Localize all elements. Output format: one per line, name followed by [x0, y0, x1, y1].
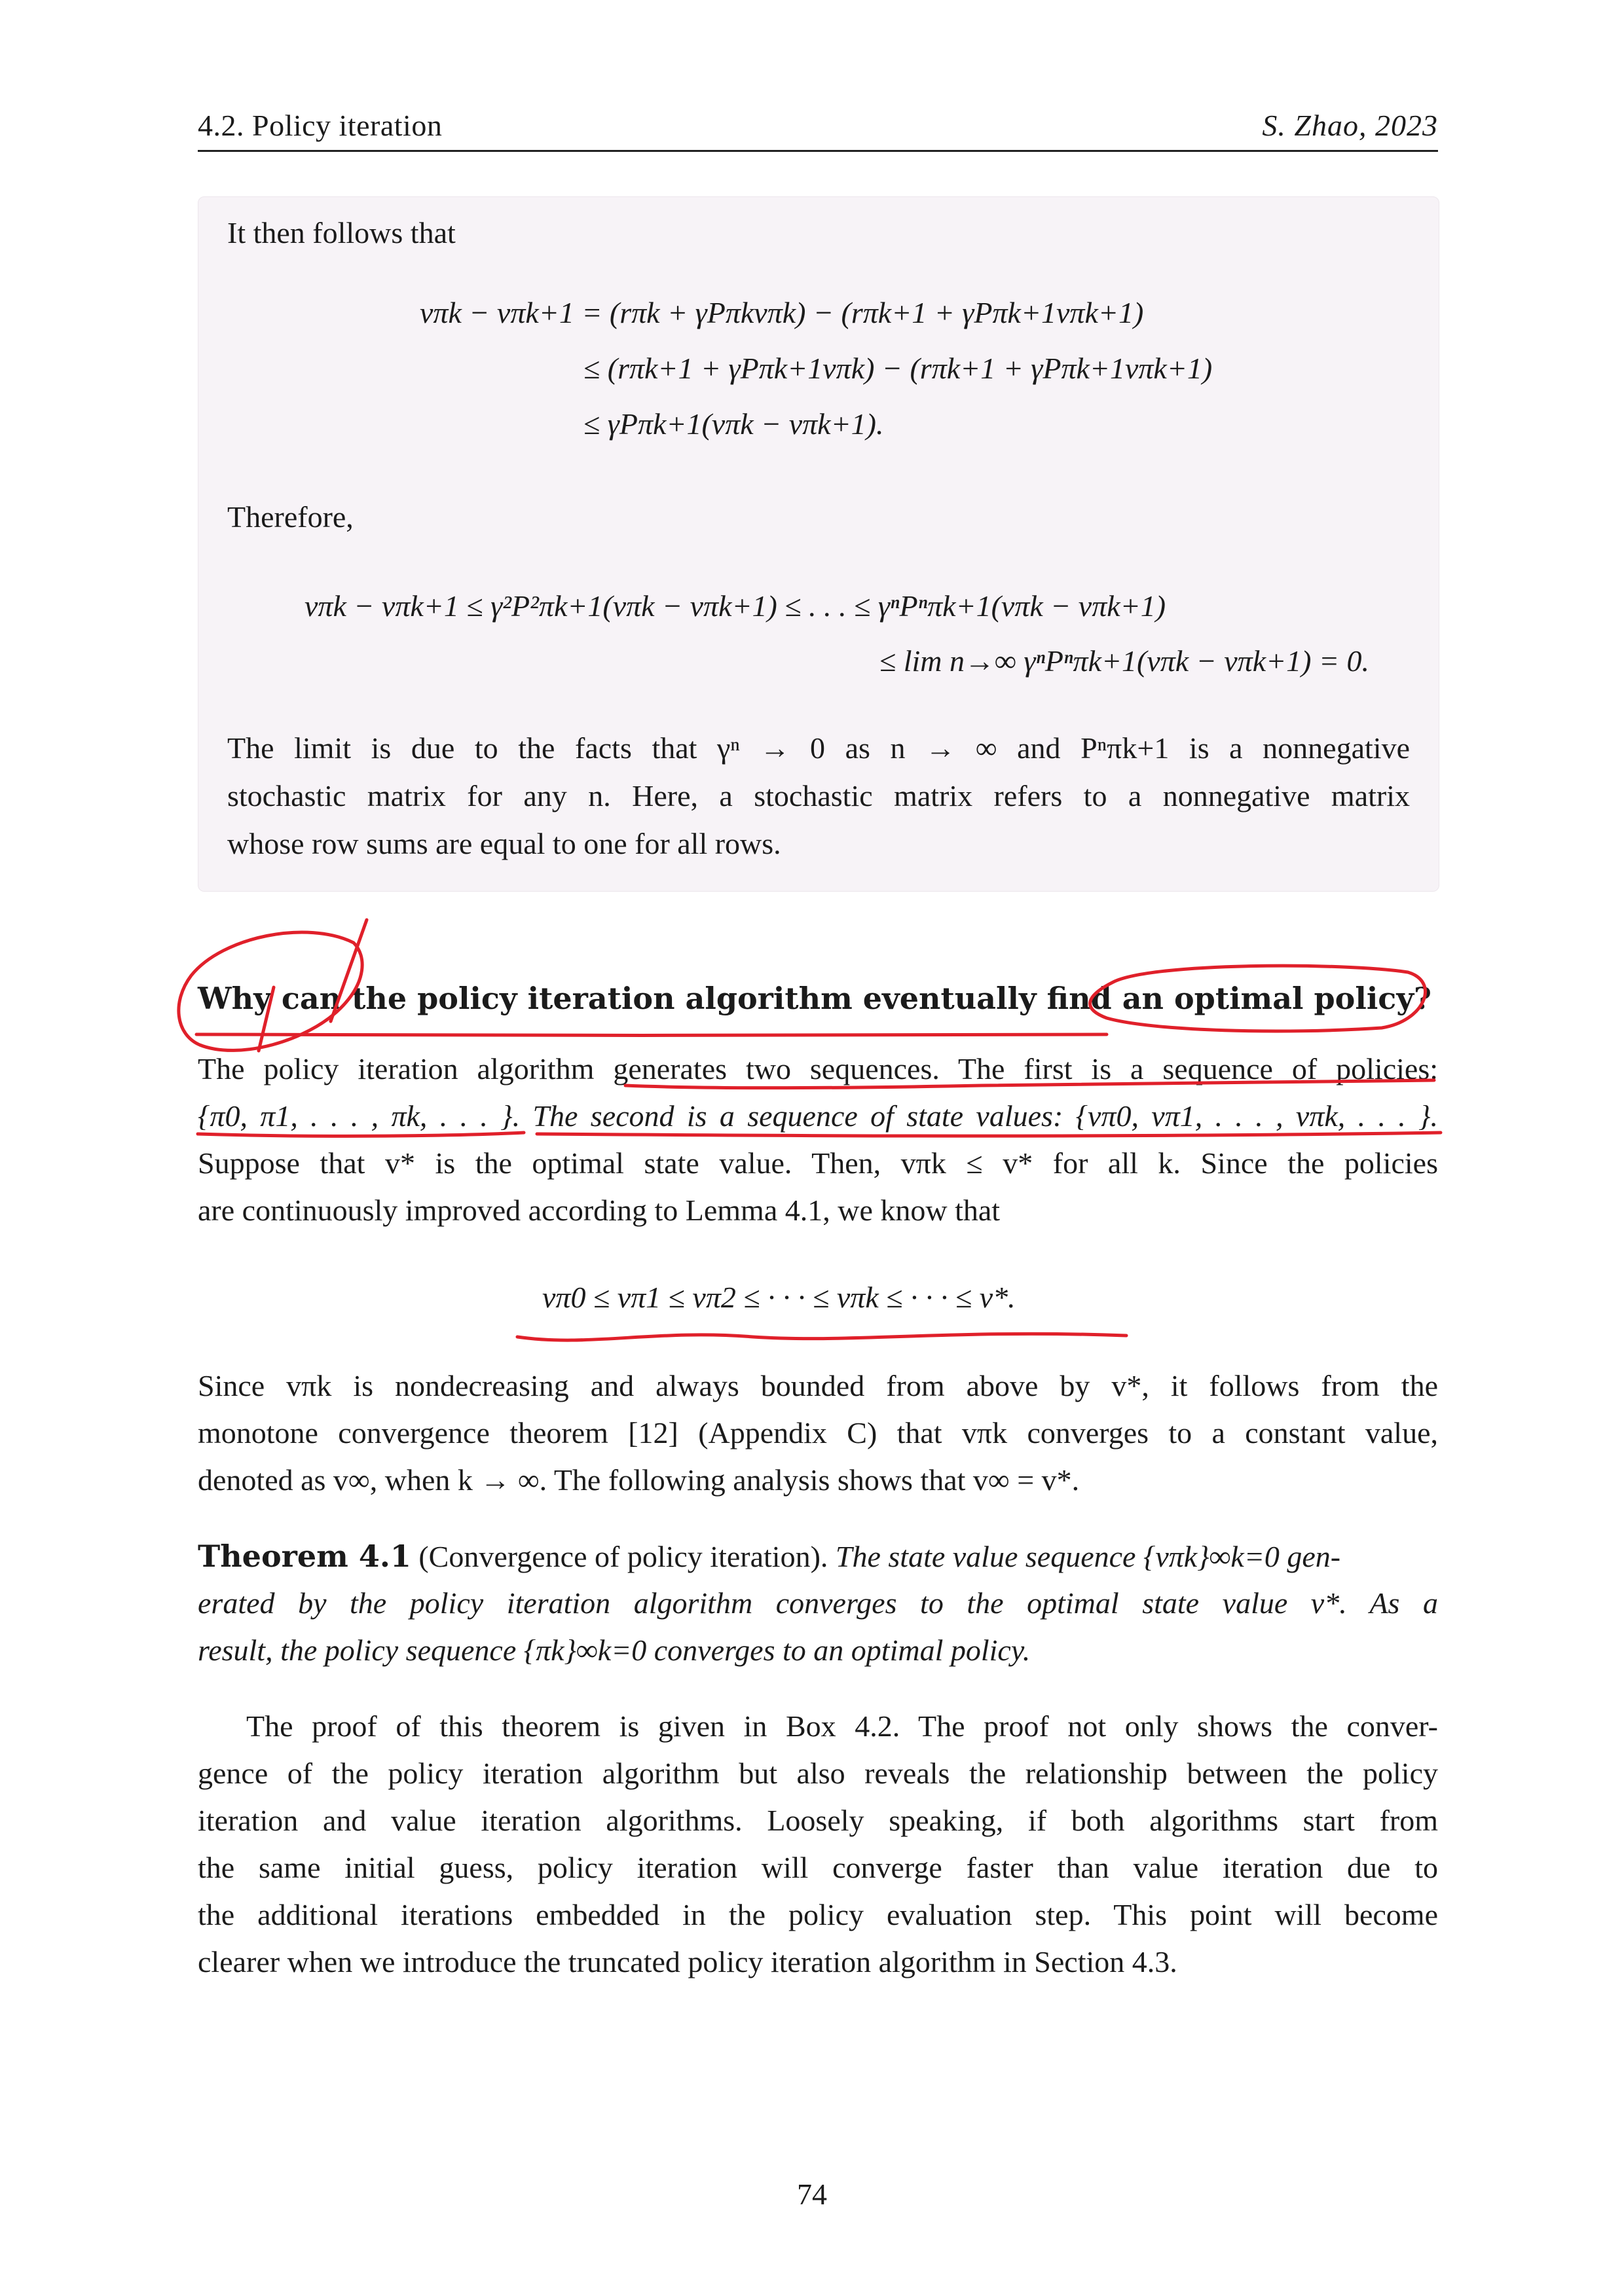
- eq1-line2-text: ≤ (rπk+1 + γPπk+1vπk) − (rπk+1 + γPπk+1vπk+1): [583, 352, 1213, 385]
- box-limit-line1: [227, 731, 1410, 765]
- section-title: 4.2. Policy iteration: [198, 109, 443, 142]
- eq1-line3-text: ≤ γPπk+1(vπk − vπk+1).: [583, 407, 884, 441]
- eq1-line2: [583, 351, 1212, 386]
- proof-para-line5-text: the additional iterations embedded in the policy evaluation step. This point will become: [198, 1898, 1438, 1931]
- box-limit-line2: [227, 778, 1410, 813]
- eq1-line3: [583, 407, 883, 441]
- proof-para-line3: [198, 1803, 1438, 1838]
- theorem-label: Theorem 4.1: [198, 1539, 411, 1574]
- proof-para-line2: [198, 1756, 1438, 1791]
- theorem-text-1: The state value sequence {vπk}∞k=0 gen-: [835, 1540, 1341, 1573]
- box-therefore: Therefore,: [227, 500, 354, 534]
- q-para2-line3: denoted as v∞, when k → ∞. The following analysis shows that v∞ = v*.: [198, 1463, 1080, 1497]
- theorem-line2: [198, 1586, 1438, 1620]
- question-heading: Why can the policy iteration algorithm eventually find an optimal policy?: [198, 981, 1432, 1016]
- box-limit-line1-text: The limit is due to the facts that γⁿ → 0 as n → ∞ and Pⁿπk+1 is a nonnegative: [227, 731, 1410, 765]
- proof-para-line6: clearer when we introduce the truncated policy iteration algorithm in Section 4.3.: [198, 1945, 1177, 1978]
- q-para1-line3-text: Suppose that v* is the optimal state value. Then, vπk ≤ v* for all k. Since the policies: [198, 1146, 1438, 1180]
- eq2-line1: vπk − vπk+1 ≤ γ²P²πk+1(vπk − vπk+1) ≤ . . . ≤ γⁿPⁿπk+1(vπk − vπk+1): [304, 589, 1166, 623]
- proof-para-line5: [198, 1897, 1438, 1932]
- eq2-line2: ≤ lim n→∞ γⁿPⁿπk+1(vπk − vπk+1) = 0.: [879, 644, 1370, 678]
- q-para2-line2: [198, 1415, 1438, 1450]
- proof-para-line2-text: gence of the policy iteration algorithm but also reveals the relationship between the policy: [198, 1757, 1438, 1790]
- running-header: [198, 108, 1438, 152]
- proof-para-line4: [198, 1850, 1438, 1885]
- proof-para-line1-text: The proof of this theorem is given in Box 4.2. The proof not only shows the conver-: [246, 1709, 1438, 1743]
- q-para1-line1: [198, 1051, 1438, 1086]
- author-year: S. Zhao, 2023: [1262, 109, 1438, 142]
- proof-box: [198, 196, 1439, 892]
- proof-para-line4-text: the same initial guess, policy iteration will converge faster than value iteration due to: [198, 1851, 1438, 1884]
- q-para2-line1: [198, 1368, 1438, 1403]
- page-number: 74: [797, 2178, 827, 2211]
- q-para1-line2-text: {π0, π1, . . . , πk, . . . }. The second is a sequence of state values: {vπ0, vπ1, . . . , vπk, . . . }.: [198, 1099, 1438, 1133]
- theorem-text-3: result, the policy sequence {πk}∞k=0 converges to an optimal policy.: [198, 1633, 1031, 1667]
- q-para2-line1-text: Since vπk is nondecreasing and always bounded from above by v*, it follows from the: [198, 1369, 1438, 1402]
- q-para1-line2: [198, 1099, 1438, 1133]
- q-para1-line3: [198, 1146, 1438, 1180]
- theorem-text-2: erated by the policy iteration algorithm converges to the optimal state value v*. As a: [198, 1586, 1438, 1620]
- box-limit-line2-text: stochastic matrix for any n. Here, a stochastic matrix refers to a nonnegative matrix: [227, 779, 1410, 812]
- q-para1-line1-text: The policy iteration algorithm generates two sequences. The first is a sequence of policies:: [198, 1052, 1438, 1085]
- box-intro: It then follows that: [227, 216, 456, 249]
- proof-para-line1: [246, 1709, 1438, 1743]
- eq1-line1-text: vπk − vπk+1 = (rπk + γPπkvπk) − (rπk+1 + γPπk+1vπk+1): [420, 296, 1144, 329]
- eq1-line1: [420, 295, 1143, 330]
- q-para1-line4: are continuously improved according to Lemma 4.1, we know that: [198, 1194, 1001, 1227]
- box-limit-line3: whose row sums are equal to one for all rows.: [227, 827, 781, 860]
- theorem-title: (Convergence of policy iteration).: [418, 1540, 828, 1573]
- monotone-chain: vπ0 ≤ vπ1 ≤ vπ2 ≤ · · · ≤ vπk ≤ · · · ≤ v*.: [542, 1281, 1016, 1314]
- ink-underline-heading: [196, 1034, 1107, 1036]
- q-para2-line2-text: monotone convergence theorem [12] (Appendix C) that vπk converges to a constant value,: [198, 1416, 1438, 1449]
- ink-underline-chain: [517, 1334, 1126, 1340]
- proof-para-line3-text: iteration and value iteration algorithms. Loosely speaking, if both algorithms start from: [198, 1804, 1438, 1837]
- theorem-line1: [198, 1539, 1438, 1574]
